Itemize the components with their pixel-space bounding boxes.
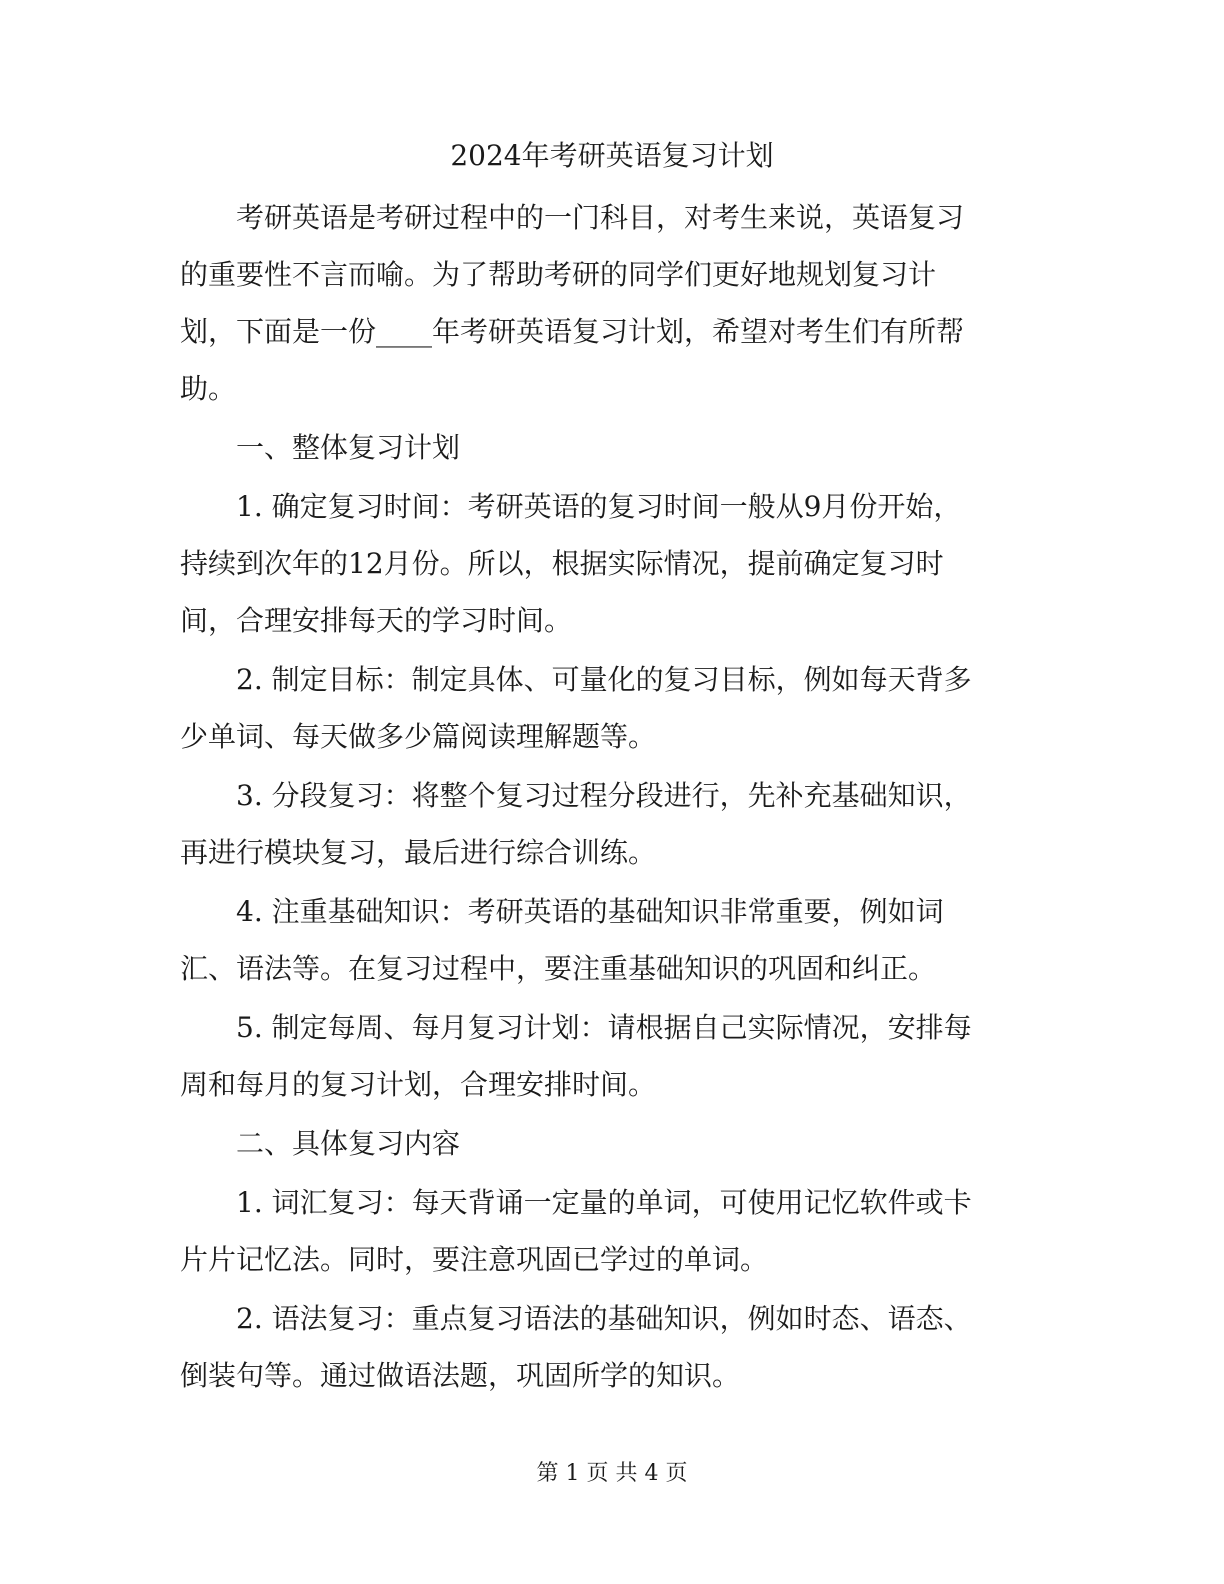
paragraph-line: 4. 注重基础知识：考研英语的基础知识非常重要，例如词 [180, 895, 944, 928]
paragraph-line: 的重要性不言而喻。为了帮助考研的同学们更好地规划复习计 [180, 258, 937, 291]
paragraph-line: 汇、语法等。在复习过程中，要注重基础知识的巩固和纠正。 [180, 952, 937, 985]
paragraph-line: 考研英语是考研过程中的一门科目，对考生来说，英语复习 [180, 201, 965, 234]
paragraph-line: 1. 词汇复习：每天背诵一定量的单词，可使用记忆软件或卡 [180, 1186, 972, 1219]
section-heading: 二、具体复习内容 [180, 1127, 461, 1160]
paragraph-line: 间，合理安排每天的学习时间。 [180, 604, 573, 637]
paragraph-line: 5. 制定每周、每月复习计划：请根据自己实际情况，安排每 [180, 1011, 972, 1044]
paragraph-line: 持续到次年的12月份。所以，根据实际情况，提前确定复习时 [180, 547, 944, 580]
page-footer: 第 1 页 共 4 页 [536, 1461, 688, 1486]
paragraph-line: 2. 制定目标：制定具体、可量化的复习目标，例如每天背多 [180, 663, 972, 696]
paragraph-line: 2. 语法复习：重点复习语法的基础知识，例如时态、语态、 [180, 1302, 972, 1335]
document-title: 2024年考研英语复习计划 [450, 139, 774, 172]
section-heading: 一、整体复习计划 [180, 431, 461, 464]
paragraph-line: 3. 分段复习：将整个复习过程分段进行，先补充基础知识， [180, 779, 972, 812]
paragraph-line: 片片记忆法。同时，要注意巩固已学过的单词。 [180, 1243, 769, 1276]
paragraph-line: 倒装句等。通过做语法题，巩固所学的知识。 [180, 1359, 741, 1392]
paragraph-line: 少单词、每天做多少篇阅读理解题等。 [180, 720, 657, 753]
paragraph-line: 再进行模块复习，最后进行综合训练。 [180, 836, 657, 869]
paragraph-line: 1. 确定复习时间：考研英语的复习时间一般从9月份开始， [180, 490, 962, 523]
paragraph-line: 划，下面是一份____年考研英语复习计划，希望对考生们有所帮 [180, 315, 965, 348]
paragraph-line: 助。 [180, 372, 237, 405]
paragraph-line: 周和每月的复习计划，合理安排时间。 [180, 1068, 657, 1101]
